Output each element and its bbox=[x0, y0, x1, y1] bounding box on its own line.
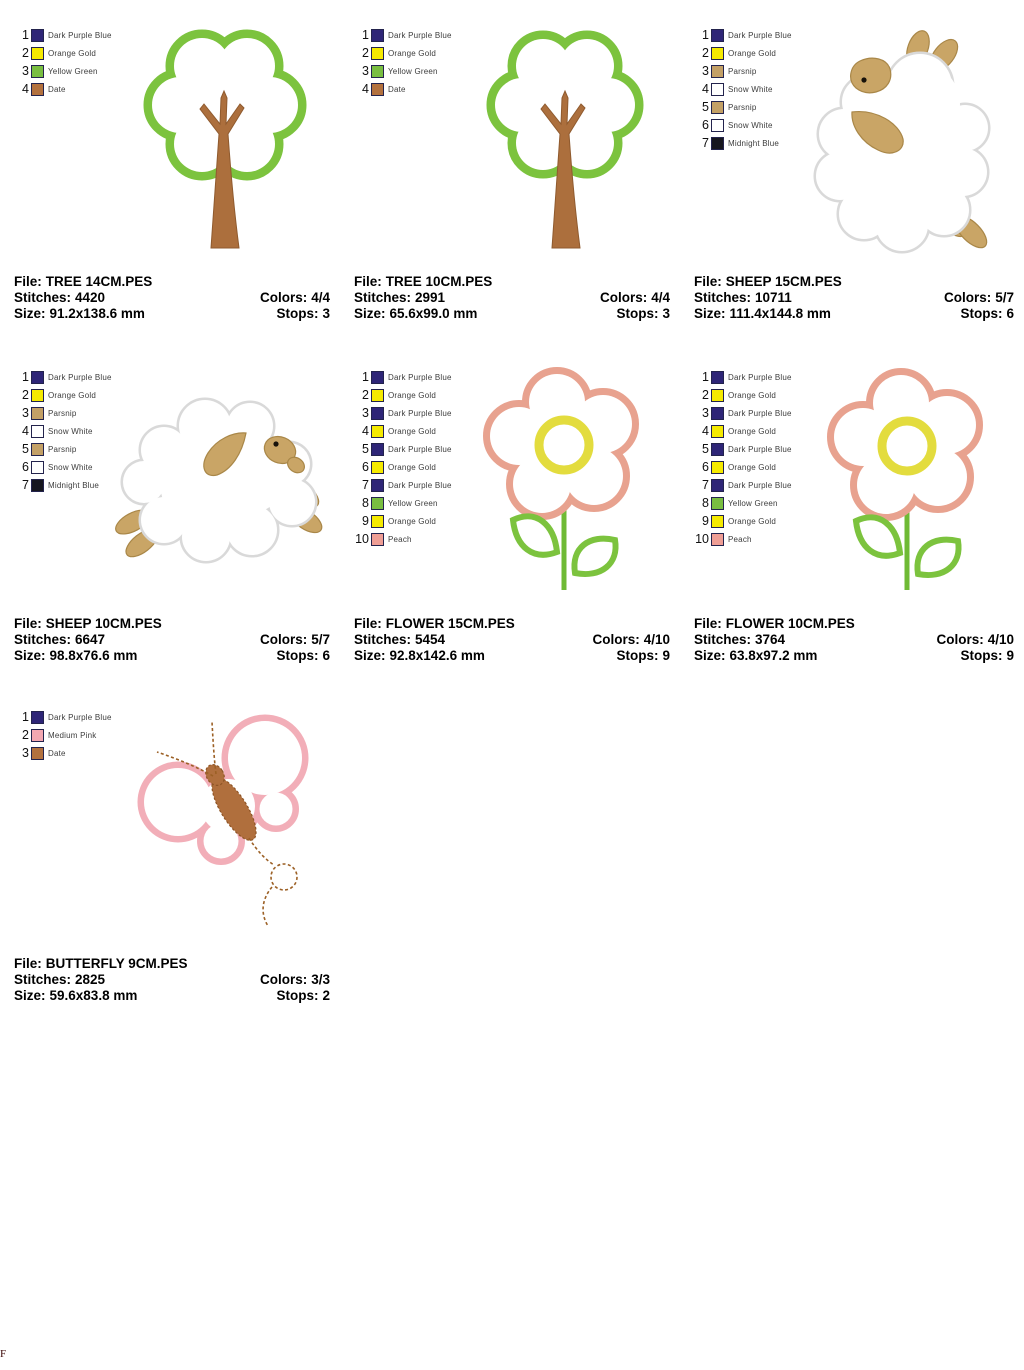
thread-color-name: Dark Purple Blue bbox=[728, 480, 792, 490]
flower-leaf-left bbox=[513, 516, 557, 554]
legend-item bbox=[692, 80, 792, 98]
thread-legend bbox=[12, 368, 112, 494]
thread-color-name: Dark Purple Blue bbox=[388, 408, 452, 418]
thread-color-name: Parsnip bbox=[728, 66, 757, 76]
legend-number: 3 bbox=[702, 64, 709, 78]
thread-color-name: Dark Purple Blue bbox=[728, 30, 792, 40]
color-count: Colors: 5/7 bbox=[259, 632, 330, 647]
design-card-flower-10cm bbox=[680, 362, 1024, 674]
thread-color-name: Orange Gold bbox=[388, 462, 437, 472]
thread-color-name: Snow White bbox=[48, 462, 93, 472]
thread-color-name: Peach bbox=[388, 534, 412, 544]
design-info bbox=[354, 274, 670, 322]
legend-item bbox=[12, 404, 112, 422]
thread-legend bbox=[692, 26, 792, 152]
color-count: Colors: 5/7 bbox=[943, 290, 1014, 305]
stops-count: Stops: 6 bbox=[960, 306, 1014, 321]
design-info bbox=[14, 274, 330, 322]
legend-number: 1 bbox=[362, 370, 369, 384]
legend-number: 1 bbox=[22, 28, 29, 42]
legend-number: 5 bbox=[702, 442, 709, 456]
legend-number: 2 bbox=[22, 388, 29, 402]
legend-item bbox=[352, 458, 452, 476]
thread-color-name: Orange Gold bbox=[728, 48, 777, 58]
legend-item bbox=[352, 26, 452, 44]
thread-color-name: Dark Purple Blue bbox=[48, 372, 112, 382]
legend-item bbox=[12, 386, 112, 404]
legend-item bbox=[12, 62, 112, 80]
legend-number: 7 bbox=[702, 136, 709, 150]
legend-number: 4 bbox=[22, 82, 29, 96]
legend-item bbox=[692, 44, 792, 62]
design-size: Size: 63.8x97.2 mm bbox=[694, 648, 818, 663]
thread-color-name: Orange Gold bbox=[388, 426, 437, 436]
legend-number: 5 bbox=[702, 100, 709, 114]
legend-number: 7 bbox=[22, 478, 29, 492]
legend-number: 3 bbox=[362, 406, 369, 420]
file-name: File: FLOWER 10CM.PES bbox=[694, 616, 855, 631]
legend-number: 3 bbox=[22, 406, 29, 420]
legend-number: 3 bbox=[22, 746, 29, 760]
color-swatch bbox=[371, 533, 384, 546]
legend-number: 4 bbox=[702, 82, 709, 96]
color-swatch bbox=[371, 83, 384, 96]
thread-legend bbox=[352, 368, 452, 548]
legend-item bbox=[352, 440, 452, 458]
stops-count: Stops: 2 bbox=[276, 988, 330, 1003]
thread-legend bbox=[352, 26, 452, 98]
stops-count: Stops: 6 bbox=[276, 648, 330, 663]
legend-item bbox=[692, 62, 792, 80]
legend-item bbox=[692, 458, 792, 476]
flower-leaf-left bbox=[856, 517, 900, 555]
legend-item bbox=[692, 494, 792, 512]
design-card-sheep-10cm bbox=[0, 362, 340, 674]
legend-number: 4 bbox=[362, 82, 369, 96]
legend-number: 3 bbox=[362, 64, 369, 78]
legend-item bbox=[692, 512, 792, 530]
legend-number: 10 bbox=[695, 532, 709, 546]
color-swatch bbox=[711, 497, 724, 510]
legend-item bbox=[12, 440, 112, 458]
color-count: Colors: 4/10 bbox=[936, 632, 1014, 647]
color-swatch bbox=[711, 101, 724, 114]
legend-number: 6 bbox=[22, 460, 29, 474]
color-swatch bbox=[31, 425, 44, 438]
legend-number: 5 bbox=[22, 442, 29, 456]
legend-item bbox=[692, 422, 792, 440]
thread-color-name: Dark Purple Blue bbox=[728, 444, 792, 454]
legend-item bbox=[352, 512, 452, 530]
color-swatch bbox=[371, 425, 384, 438]
file-name: File: BUTTERFLY 9CM.PES bbox=[14, 956, 188, 971]
legend-item bbox=[692, 476, 792, 494]
legend-number: 1 bbox=[22, 370, 29, 384]
legend-item bbox=[352, 80, 452, 98]
thread-color-name: Snow White bbox=[728, 84, 773, 94]
legend-number: 2 bbox=[702, 388, 709, 402]
design-info bbox=[354, 616, 670, 664]
thread-color-name: Orange Gold bbox=[728, 516, 777, 526]
color-swatch bbox=[371, 515, 384, 528]
color-swatch bbox=[711, 461, 724, 474]
design-card-sheep-15cm bbox=[680, 20, 1024, 332]
legend-number: 4 bbox=[362, 424, 369, 438]
legend-item bbox=[692, 404, 792, 422]
legend-number: 1 bbox=[702, 370, 709, 384]
thread-color-name: Date bbox=[388, 84, 406, 94]
color-swatch bbox=[711, 137, 724, 150]
legend-number: 3 bbox=[22, 64, 29, 78]
color-swatch bbox=[31, 389, 44, 402]
design-card-butterfly-9cm bbox=[0, 702, 340, 1014]
flower-leaf-right bbox=[917, 540, 958, 575]
legend-item bbox=[12, 744, 112, 762]
stitch-count: Stitches: 6647 bbox=[14, 632, 106, 647]
thread-color-name: Dark Purple Blue bbox=[728, 408, 792, 418]
color-swatch bbox=[31, 711, 44, 724]
file-name: File: SHEEP 10CM.PES bbox=[14, 616, 162, 631]
legend-number: 5 bbox=[362, 442, 369, 456]
design-info bbox=[14, 956, 330, 1004]
design-size: Size: 91.2x138.6 mm bbox=[14, 306, 145, 321]
sheep-body bbox=[816, 54, 988, 251]
thread-color-name: Dark Purple Blue bbox=[48, 30, 112, 40]
design-card-tree-10cm bbox=[340, 20, 680, 332]
color-swatch bbox=[371, 443, 384, 456]
legend-number: 6 bbox=[702, 118, 709, 132]
legend-item bbox=[352, 368, 452, 386]
thread-color-name: Yellow Green bbox=[388, 498, 438, 508]
thread-legend bbox=[12, 708, 112, 762]
thread-color-name: Dark Purple Blue bbox=[728, 372, 792, 382]
legend-item bbox=[12, 26, 112, 44]
legend-item bbox=[352, 422, 452, 440]
legend-item bbox=[692, 98, 792, 116]
thread-color-name: Yellow Green bbox=[728, 498, 778, 508]
color-count: Colors: 4/4 bbox=[259, 290, 330, 305]
legend-item bbox=[12, 422, 112, 440]
thread-color-name: Orange Gold bbox=[728, 462, 777, 472]
color-swatch bbox=[371, 65, 384, 78]
legend-item bbox=[12, 726, 112, 744]
thread-color-name: Peach bbox=[728, 534, 752, 544]
flower-leaf-right bbox=[574, 539, 615, 574]
stops-count: Stops: 9 bbox=[616, 648, 670, 663]
stitch-count: Stitches: 4420 bbox=[14, 290, 106, 305]
legend-item bbox=[352, 476, 452, 494]
legend-number: 2 bbox=[362, 46, 369, 60]
design-info bbox=[694, 616, 1014, 664]
design-size: Size: 111.4x144.8 mm bbox=[694, 306, 831, 321]
thread-color-name: Orange Gold bbox=[728, 426, 777, 436]
legend-item bbox=[12, 368, 112, 386]
legend-number: 4 bbox=[22, 424, 29, 438]
thread-color-name: Orange Gold bbox=[388, 48, 437, 58]
legend-number: 3 bbox=[702, 406, 709, 420]
file-name: File: SHEEP 15CM.PES bbox=[694, 274, 842, 289]
legend-number: 2 bbox=[362, 388, 369, 402]
flower-center bbox=[539, 420, 589, 470]
legend-number: 2 bbox=[22, 46, 29, 60]
legend-item bbox=[692, 134, 792, 152]
thread-color-name: Date bbox=[48, 84, 66, 94]
legend-item bbox=[352, 494, 452, 512]
legend-number: 8 bbox=[362, 496, 369, 510]
file-name: File: TREE 10CM.PES bbox=[354, 274, 493, 289]
legend-item bbox=[12, 708, 112, 726]
design-info bbox=[694, 274, 1014, 322]
design-size: Size: 65.6x99.0 mm bbox=[354, 306, 478, 321]
file-name: File: TREE 14CM.PES bbox=[14, 274, 153, 289]
sheep-body bbox=[123, 400, 315, 561]
thread-color-name: Midnight Blue bbox=[48, 480, 100, 490]
color-swatch bbox=[31, 729, 44, 742]
color-swatch bbox=[711, 83, 724, 96]
color-swatch bbox=[371, 389, 384, 402]
color-swatch bbox=[711, 407, 724, 420]
color-swatch bbox=[371, 461, 384, 474]
legend-item bbox=[12, 476, 112, 494]
thread-color-name: Dark Purple Blue bbox=[48, 712, 112, 722]
thread-color-name: Orange Gold bbox=[48, 390, 97, 400]
color-count: Colors: 4/4 bbox=[599, 290, 670, 305]
legend-item bbox=[352, 404, 452, 422]
flower-center bbox=[882, 421, 932, 471]
legend-number: 9 bbox=[702, 514, 709, 528]
thread-color-name: Yellow Green bbox=[388, 66, 438, 76]
color-swatch bbox=[711, 443, 724, 456]
legend-number: 6 bbox=[362, 460, 369, 474]
stops-count: Stops: 3 bbox=[276, 306, 330, 321]
legend-item bbox=[12, 458, 112, 476]
stitch-count: Stitches: 2991 bbox=[354, 290, 446, 305]
legend-item bbox=[352, 386, 452, 404]
legend-item bbox=[692, 386, 792, 404]
legend-item bbox=[692, 368, 792, 386]
color-swatch bbox=[711, 29, 724, 42]
design-size: Size: 92.8x142.6 mm bbox=[354, 648, 485, 663]
thread-color-name: Dark Purple Blue bbox=[388, 30, 452, 40]
legend-item bbox=[352, 44, 452, 62]
thread-color-name: Dark Purple Blue bbox=[388, 444, 452, 454]
legend-item bbox=[12, 80, 112, 98]
thread-color-name: Orange Gold bbox=[388, 390, 437, 400]
color-swatch bbox=[371, 479, 384, 492]
legend-number: 2 bbox=[22, 728, 29, 742]
legend-item bbox=[352, 62, 452, 80]
stops-count: Stops: 3 bbox=[616, 306, 670, 321]
legend-number: 9 bbox=[362, 514, 369, 528]
color-swatch bbox=[31, 65, 44, 78]
design-info bbox=[14, 616, 330, 664]
color-count: Colors: 4/10 bbox=[592, 632, 670, 647]
color-swatch bbox=[31, 461, 44, 474]
color-swatch bbox=[711, 47, 724, 60]
thread-color-name: Snow White bbox=[48, 426, 93, 436]
design-card-flower-15cm bbox=[340, 362, 680, 674]
thread-color-name: Date bbox=[48, 748, 66, 758]
stitch-count: Stitches: 3764 bbox=[694, 632, 786, 647]
sheep-eye bbox=[273, 441, 278, 446]
thread-color-name: Midnight Blue bbox=[728, 138, 780, 148]
thread-color-name: Parsnip bbox=[48, 444, 77, 454]
sheep-eye bbox=[861, 77, 866, 82]
thread-color-name: Yellow Green bbox=[48, 66, 98, 76]
color-swatch bbox=[31, 83, 44, 96]
color-count: Colors: 3/3 bbox=[259, 972, 330, 987]
butterfly-flight-trail bbox=[249, 838, 297, 926]
color-swatch bbox=[371, 497, 384, 510]
thread-color-name: Snow White bbox=[728, 120, 773, 130]
color-swatch bbox=[711, 515, 724, 528]
color-swatch bbox=[31, 371, 44, 384]
legend-item bbox=[12, 44, 112, 62]
color-swatch bbox=[31, 443, 44, 456]
legend-number: 1 bbox=[362, 28, 369, 42]
color-swatch bbox=[711, 479, 724, 492]
design-size: Size: 59.6x83.8 mm bbox=[14, 988, 138, 1003]
thread-legend bbox=[12, 26, 112, 98]
legend-number: 1 bbox=[22, 710, 29, 724]
color-swatch bbox=[31, 29, 44, 42]
color-swatch bbox=[711, 119, 724, 132]
color-swatch bbox=[371, 371, 384, 384]
color-swatch bbox=[31, 47, 44, 60]
thread-color-name: Parsnip bbox=[48, 408, 77, 418]
legend-number: 1 bbox=[702, 28, 709, 42]
stitch-count: Stitches: 5454 bbox=[354, 632, 446, 647]
thread-color-name: Orange Gold bbox=[388, 516, 437, 526]
color-swatch bbox=[31, 407, 44, 420]
legend-number: 10 bbox=[355, 532, 369, 546]
legend-number: 7 bbox=[362, 478, 369, 492]
color-swatch bbox=[371, 47, 384, 60]
stops-count: Stops: 9 bbox=[960, 648, 1014, 663]
color-swatch bbox=[711, 425, 724, 438]
legend-item bbox=[692, 440, 792, 458]
legend-number: 4 bbox=[702, 424, 709, 438]
thread-color-name: Dark Purple Blue bbox=[388, 372, 452, 382]
color-swatch bbox=[371, 29, 384, 42]
legend-number: 6 bbox=[702, 460, 709, 474]
page-artifact-text: F bbox=[0, 1348, 7, 1360]
thread-legend bbox=[692, 368, 792, 548]
thread-color-name: Medium Pink bbox=[48, 730, 97, 740]
design-size: Size: 98.8x76.6 mm bbox=[14, 648, 138, 663]
stitch-count: Stitches: 2825 bbox=[14, 972, 106, 987]
color-swatch bbox=[711, 65, 724, 78]
thread-color-name: Orange Gold bbox=[728, 390, 777, 400]
file-name: File: FLOWER 15CM.PES bbox=[354, 616, 515, 631]
legend-number: 2 bbox=[702, 46, 709, 60]
color-swatch bbox=[31, 747, 44, 760]
thread-color-name: Orange Gold bbox=[48, 48, 97, 58]
color-swatch bbox=[711, 371, 724, 384]
legend-number: 7 bbox=[702, 478, 709, 492]
legend-item bbox=[352, 530, 452, 548]
design-card-tree-14cm bbox=[0, 20, 340, 332]
legend-item bbox=[692, 530, 792, 548]
thread-color-name: Dark Purple Blue bbox=[388, 480, 452, 490]
stitch-count: Stitches: 10711 bbox=[694, 290, 792, 305]
thread-color-name: Parsnip bbox=[728, 102, 757, 112]
color-swatch bbox=[31, 479, 44, 492]
color-swatch bbox=[711, 389, 724, 402]
color-swatch bbox=[711, 533, 724, 546]
legend-item bbox=[692, 26, 792, 44]
legend-item bbox=[692, 116, 792, 134]
color-swatch bbox=[371, 407, 384, 420]
legend-number: 8 bbox=[702, 496, 709, 510]
